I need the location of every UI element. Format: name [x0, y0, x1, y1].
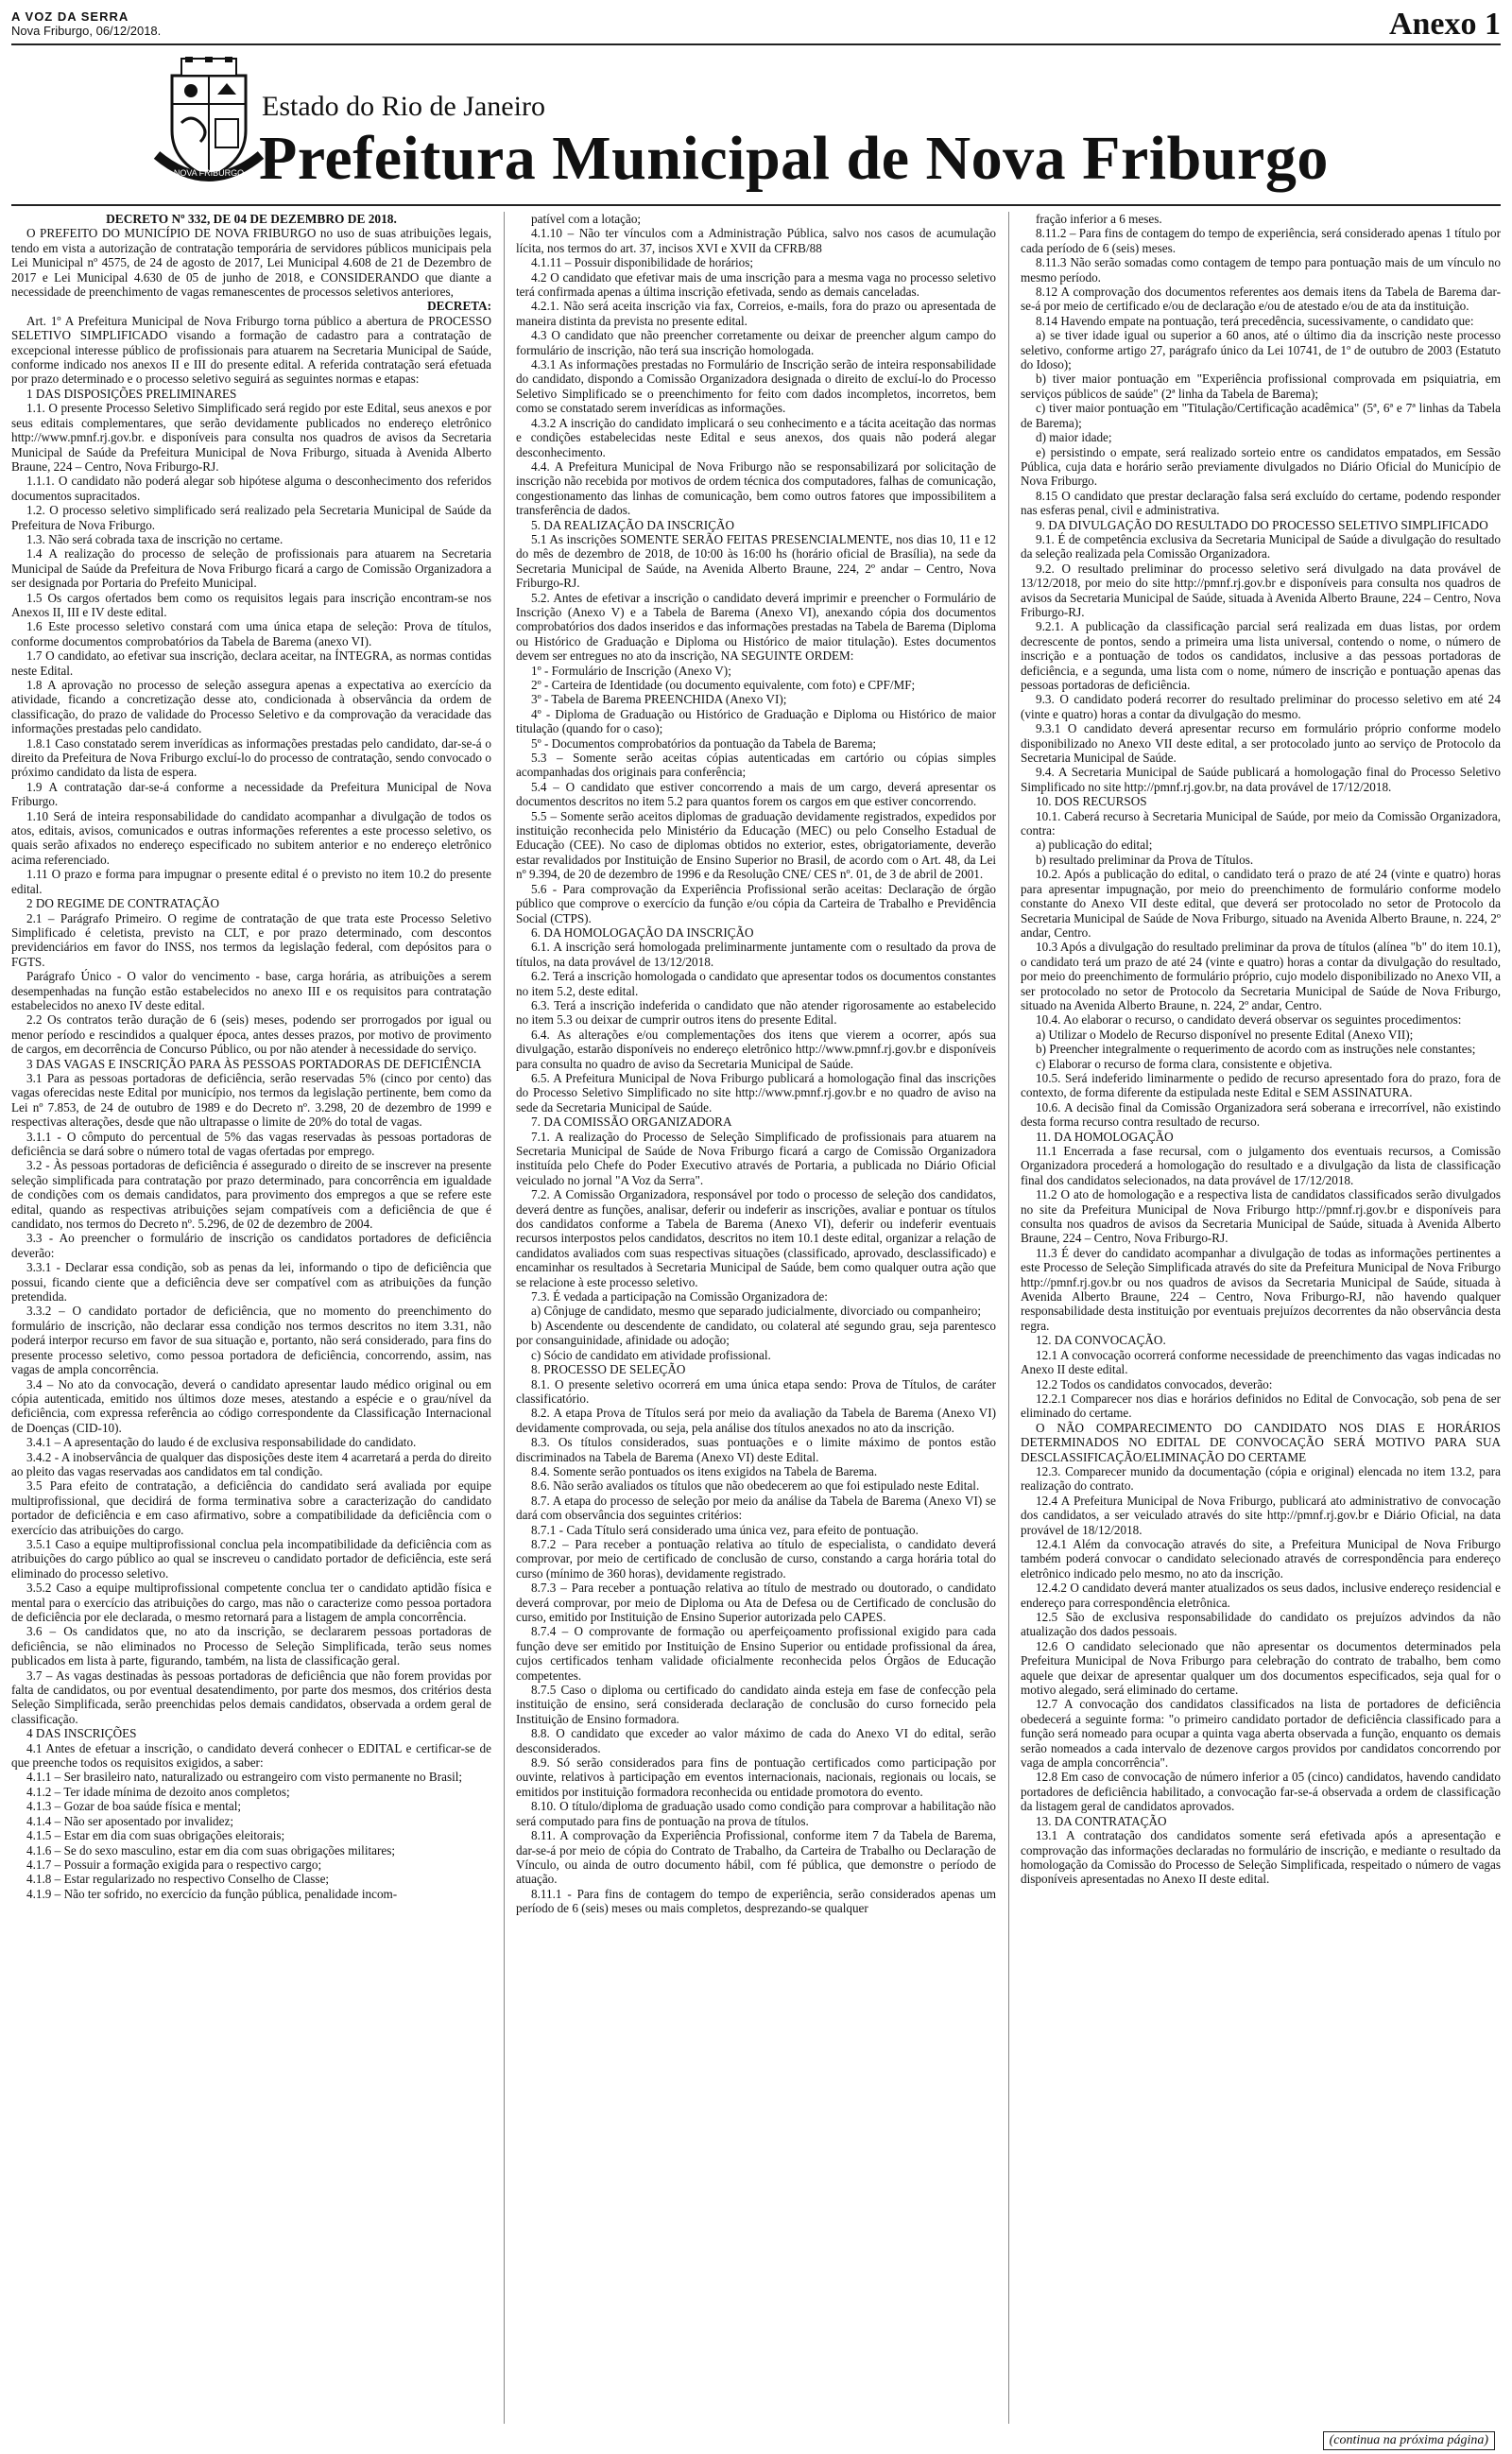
paragraph: 6.3. Terá a inscrição indeferida o candidato que não atender rigorosamente ao estabelecido no item 5.3 ou deixar de cumprir outros itens do presente Edital.: [516, 997, 996, 1028]
paragraph: 12.4.2 O candidato deverá manter atualizados os seus dados, inclusive endereço residencial e endereço para correspondência eletrônica.: [1021, 1581, 1501, 1610]
paragraph: c) Sócio de candidato em atividade profissional.: [531, 1347, 771, 1362]
paragraph: 12.4 A Prefeitura Municipal de Nova Friburgo, publicará ato administrativo de convocação dos candidatos, a ser veiculado através do site http://pmnf.rj.gov.br e Diário Oficial, na data provável de 18/12/2018.: [1021, 1493, 1501, 1537]
paragraph: 1.8 A aprovação no processo de seleção assegura apenas a expectativa ao exercício da atividade, ficando a concretização desse ato, condicionada à observância da ordem de classificação, do prazo de validade do Processo Seletivo e da comprovação da veracidade das informações prestadas pelo candidato.: [11, 678, 491, 736]
publication-info: [11, 9, 161, 38]
paragraph: 11. DA HOMOLOGAÇÃO: [1036, 1129, 1174, 1144]
paragraph: a) Utilizar o Modelo de Recurso disponível no presente Edital (Anexo VII);: [1036, 1027, 1414, 1042]
paragraph: 4.1.11 – Possuir disponibilidade de horários;: [531, 255, 754, 270]
paragraph: 8.2. A etapa Prova de Títulos será por meio da avaliação da Tabela de Barema (Anexo VI) devidamente comprovada, ou seja, pela análise dos títulos anexados no ato da inscrição.: [516, 1406, 996, 1435]
paragraph: 6. DA HOMOLOGAÇÃO DA INSCRIÇÃO: [531, 925, 754, 940]
paragraph: 4º - Diploma de Graduação ou Histórico de Graduação e Diploma ou Histórico de maior titulação (quando for o caso);: [516, 706, 996, 736]
paragraph: 4.2 O candidato que efetivar mais de uma inscrição para a mesma vaga no processo seletivo terá confirmada apenas a última inscrição efetivada, sendo as demais canceladas.: [516, 269, 996, 300]
paragraph: b) tiver maior pontuação em "Experiência profissional comprovada em psiquiatria, em serviços públicos de saúde" (2ª linha da Tabela de Barema);: [1021, 372, 1501, 401]
paragraph: 5.5 – Somente serão aceitos diplomas de graduação devidamente registrados, expedidos por instituição reconhecida pelo Ministério da Educação (MEC) ou pelo Conselho Estadual de Educação (CEE). No caso de diplomas obtidos no exterior, estes, obrigatoriamente, deverão estar revalidados por Instituição de Ensino Superior no Brasil, de acordo com o Art. 48, da Lei nº 9.394, de 20 de dezembro de 1996 e da Resolução CNE/ CES nº. 01, de 3 de abril de 2001.: [516, 808, 996, 882]
paragraph: 1.10 Será de inteira responsabilidade do candidato acompanhar a divulgação de todos os atos, editais, avisos, comunicados e outras informações referentes a este processo seletivo, os quais serão afixados no endereço especificado no subitem anterior e no endereço eletrônico acima referenciado.: [11, 808, 491, 867]
paragraph: 1.1. O presente Processo Seletivo Simplificado será regido por este Edital, seus anexos e por seus editais complementares, que serão devidamente publicados no endereço eletrônico http://www.pmnf.rj.gov.br. e disponíveis para consulta nos quadros de avisos da Secretaria Municipal de Saúde da Prefeitura Municipal de Nova Friburgo, situada à Avenida Alberto Braune, 224 – Centro, Nova Friburgo-RJ.: [11, 401, 491, 474]
paragraph: c) tiver maior pontuação em "Titulação/Certificação acadêmica" (5ª, 6ª e 7ª linhas da Tabela de Barema);: [1021, 401, 1501, 430]
paragraph: 4.3.2 A inscrição do candidato implicará o seu conhecimento e a tácita aceitação das normas e condições estabelecidas neste Edital e seus anexos, dos quais não poderá alegar desconhecimento.: [516, 415, 996, 459]
paragraph: 8.7.2 – Para receber a pontuação relativa ao título de especialista, o candidato deverá comprovar, por meio de certificado de conclusão de curso, constando a carga horária total do curso (mínimo de 360 horas), devidamente registrado.: [516, 1536, 996, 1581]
paragraph: 3º - Tabela de Barema PREENCHIDA (Anexo VI);: [531, 692, 787, 707]
municipality-title: Prefeitura Municipal de Nova Friburgo: [259, 124, 1329, 193]
paragraph: 8.14 Havendo empate na pontuação, terá precedência, sucessivamente, o candidato que:: [1036, 313, 1474, 328]
paragraph: 3.1.1 - O cômputo do percentual de 5% das vagas reservadas às pessoas portadoras de deficiência se dará sobre o número total de vagas ofertadas por emprego.: [11, 1129, 491, 1158]
paragraph: 7.3. É vedada a participação na Comissão Organizadora de:: [531, 1289, 828, 1305]
paragraph: 2.2 Os contratos terão duração de 6 (seis) meses, podendo ser prorrogados por igual ou menor período e rescindidos a qualquer época, antes desses prazos, por motivo de provimento de cargos, em decorrência de Concurso Público, ou por não atender à necessidade do serviço.: [11, 1012, 491, 1057]
paragraph: 4.3 O candidato que não preencher corretamente ou deixar de preencher algum campo do formulário de inscrição, não terá sua inscrição homologada.: [516, 328, 996, 357]
paragraph: 8.8. O candidato que exceder ao valor máximo de cada do Anexo VI do edital, serão desconsiderados.: [516, 1726, 996, 1755]
paragraph: 1.3. Não será cobrada taxa de inscrição no certame.: [26, 531, 284, 546]
paragraph: e) persistindo o empate, será realizado sorteio entre os candidatos empatados, em Sessão Pública, cuja data e horário serão previamente divulgados no Diário Oficial do Município de Nova Friburgo.: [1021, 444, 1501, 489]
paragraph: 11.2 O ato de homologação e a respectiva lista de candidatos classificados serão divulgados no site da Prefeitura Municipal de Nova Friburgo http://pmnf.rj.gov.br e disponíveis para consulta nos quadros de avisos da Secretaria Municipal de Saúde, situada à Avenida Alberto Braune, 224 – Centro, Nova Friburgo-RJ.: [1021, 1187, 1501, 1246]
paragraph: 6.4. As alterações e/ou complementações dos itens que vierem a ocorrer, após sua divulgação, estarão disponíveis no endereço eletrônico http://www.pmnf.rj.gov.br e disponíveis para consulta no quadro de aviso da Secretaria Municipal de Saúde.: [516, 1027, 996, 1071]
paragraph: 4.1.7 – Possuir a formação exigida para o respectivo cargo;: [26, 1857, 322, 1872]
paragraph: 7.1. A realização do Processo de Seleção Simplificado de profissionais para atuarem na Secretaria Municipal de Saúde de Nova Friburgo ficará a cargo de Comissão Organizadora instituída pelo Chefe do Poder Executivo através de Portaria, a publicada no Diário Oficial veiculado no jornal "A Voz da Serra".: [516, 1129, 996, 1187]
paragraph: 1.9 A contratação dar-se-á conforme a necessidade da Prefeitura Municipal de Nova Friburgo.: [11, 779, 491, 809]
paragraph: 3.3.2 – O candidato portador de deficiência, que no momento do preenchimento do formulário de inscrição, não declarar essa condição nos termos descritos no item 3.31, não poderá interpor recurso em favor de sua situação e, portanto, não será considerado, para fins do presente processo seletivo, como pessoa portadora de deficiência, concorrendo, assim, nas vagas de ampla concorrência.: [11, 1304, 491, 1377]
column-2-paragraphs: [516, 212, 996, 1916]
paragraph: 8.4. Somente serão pontuados os itens exigidos na Tabela de Barema.: [531, 1463, 878, 1478]
paragraph: Art. 1º A Prefeitura Municipal de Nova Friburgo torna público a abertura de PROCESSO SELETIVO SIMPLIFICADO visando a formação de cadastro para a contratação de excepcional interesse público de profissionais para atuarem na Secretaria Municipal de Saúde, conforme indicado nos anexos II e III do presente edital. A referida contratação será efetuada por prazo determinado e o processo seletivo seguirá as seguintes normas e etapas:: [11, 313, 491, 387]
paragraph: 8.11.3 Não serão somadas como contagem de tempo para pontuação mais de um vínculo no mesmo período.: [1021, 255, 1501, 285]
paragraph: 8.3. Os títulos considerados, suas pontuações e o limite máximo de pontos estão discriminados na Tabela de Barema (Anexo VI) deste Edital.: [516, 1435, 996, 1464]
text-column-3: [1021, 212, 1501, 2435]
paragraph: 7.2. A Comissão Organizadora, responsável por todo o processo de seleção dos candidatos, deverá dentre as funções, analisar, deferir ou indeferir as inscrições, avaliar e pontuar os títulos dos candidatos conforme a Tabela de Barema (Anexo VI), deferir ou indeferir eventuais recursos interpostos pelos candidatos, descritos no item 10.1 deste edital, organizar a relação de candidatos avaliados com suas respectivas situações (classificado, aprovado, desclassificado) e encaminhar os resultados à Secretaria Municipal de Saúde, bem como qualquer outra ação que se relacione à este processo seletivo.: [516, 1187, 996, 1289]
page-header: [11, 6, 1501, 45]
paragraph: 3.1 Para as pessoas portadoras de deficiência, serão reservadas 5% (cinco por cento) das vagas oferecidas neste Edital por município, nos termos da legislação pertinente, bem como da Lei nº 7.853, de 24 de outubro de 1989 e do Decreto nº. 3.298, 20 de dezembro de 1999 e respectivas alterações, desde que não ultrapasse o limite de 20% do total de vagas.: [11, 1070, 491, 1130]
paragraph: 9.4. A Secretaria Municipal de Saúde publicará a homologação final do Processo Seletivo Simplificado no site http://pmnf.rj.gov.br, na data provável de 17/12/2018.: [1021, 765, 1501, 794]
paragraph: 8.7. A etapa do processo de seleção por meio da análise da Tabela de Barema (Anexo VI) se dará com observância dos seguintes critérios:: [516, 1493, 996, 1523]
paragraph: 8.11.1 - Para fins de contagem do tempo de experiência, serão considerados apenas um período de 6 (seis) meses ou mais completos, desprezando-se qualquer: [516, 1886, 996, 1916]
paragraph: 6.1. A inscrição será homologada preliminarmente juntamente com o resultado da prova de títulos, na data provável de 13/12/2018.: [516, 940, 996, 969]
paragraph: 9.3. O candidato poderá recorrer do resultado preliminar do processo seletivo em até 24 (vinte e quatro) horas a contar da divulgação do mesmo.: [1021, 692, 1501, 721]
paragraph: 1.8.1 Caso constatado serem inverídicas as informações prestadas pelo candidato, dar-se-á o direito da Prefeitura de Nova Friburgo excluí-lo do processo de contratação, sendo convocado o próximo candidato da lista de espera.: [11, 735, 491, 780]
paragraph: 4.1 Antes de efetuar a inscrição, o candidato deverá conhecer o EDITAL e certificar-se de que preenche todos os requisitos exigidos, a saber:: [11, 1740, 491, 1771]
paragraph: 12.8 Em caso de convocação de número inferior a 05 (cinco) candidatos, havendo candidato portadores de deficiência habilitado, a convocação far-se-á observada a ordem de classificação da listagem geral de candidatos aprovados.: [1021, 1770, 1501, 1814]
paragraph: 1º - Formulário de Inscrição (Anexo V);: [531, 663, 731, 678]
paragraph: 8.7.4 – O comprovante de formação ou aperfeiçoamento profissional exigido para cada função deve ser emitido por Instituição de Ensino Superior ou entidade profissional da área, cujos certificados tenham validade oficialmente reconhecida pelos Órgãos de Educação competentes.: [516, 1624, 996, 1683]
paragraph: 11.3 É dever do candidato acompanhar a divulgação de todas as informações pertinentes a este Processo de Seleção Simplificada através do site da Prefeitura Municipal de Nova Friburgo http://pmnf.rj.gov.br ou nos quadros de avisos da Secretaria Municipal de Saúde, situada à Avenida Alberto Braune, 224 – Centro, Nova Friburgo-RJ, não havendo qualquer responsabilidade desta instituição por eventuais prejuízos decorrentes da não observância desta regra.: [1021, 1245, 1501, 1333]
paragraph: 2 DO REGIME DE CONTRATAÇÃO: [26, 896, 220, 911]
paragraph: Parágrafo Único - O valor do vencimento - base, carga horária, as atribuições a serem desempenhadas na função estão estabelecidos no anexo III e os requisitos para contratação estabelecidos no anexo IV deste edital.: [11, 969, 491, 1012]
paragraph: 5. DA REALIZAÇÃO DA INSCRIÇÃO: [531, 517, 735, 532]
paragraph: 10. DOS RECURSOS: [1036, 794, 1147, 809]
paragraph: b) resultado preliminar da Prova de Títulos.: [1036, 852, 1254, 867]
paragraph: 9. DA DIVULGAÇÃO DO RESULTADO DO PROCESSO SELETIVO SIMPLIFICADO: [1036, 517, 1488, 532]
paragraph: 1.2. O processo seletivo simplificado será realizado pela Secretaria Municipal de Saúde da Prefeitura de Nova Friburgo.: [11, 503, 491, 532]
paragraph: fração inferior a 6 meses.: [1036, 212, 1162, 226]
text-column-1: [11, 212, 491, 2435]
paragraph: patível com a lotação;: [531, 212, 642, 226]
paragraph: 8.6. Não serão avaliados os títulos que não obedecerem ao que foi estipulado neste Edital.: [531, 1478, 980, 1494]
paragraph: 8.10. O título/diploma de graduação usado como condição para comprovar a habilitação não será computado para fins de pontuação na prova de títulos.: [516, 1799, 996, 1828]
paragraph: O NÃO COMPARECIMENTO DO CANDIDATO NOS DIAS E HORÁRIOS DETERMINADOS NO EDITAL DE CONVOCAÇÃO SERÁ MOTIVO PARA SUA DESCLASSIFICAÇÃO/ELIMINAÇÃO DO CERTAME: [1021, 1420, 1501, 1464]
paragraph: 8.15 O candidato que prestar declaração falsa será excluído do certame, podendo responder nas esferas penal, civil e administrativa.: [1021, 488, 1501, 518]
paragraph: 8.7.1 - Cada Título será considerado uma única vez, para efeito de pontuação.: [531, 1522, 919, 1537]
paragraph: 3.2 - Às pessoas portadoras de deficiência é assegurado o direito de se inscrever na presente seleção simplificada para contratação por prazo determinado, para concorrência em igualdade de condições com os demais candidatos, para provimento dos empregos a que se refere este edital, quando as respectivas atribuições sejam compatíveis com a deficiência de que é candidato, nos termos do Decreto nº. 5.296, de 02 de dezembro de 2004.: [11, 1158, 491, 1232]
paragraph: 5.2. Antes de efetivar a inscrição o candidato deverá imprimir e preencher o Formulário de Inscrição (Anexo V) e a Tabela de Barema (Anexo VI), anexando cópia dos documentos comprobatórios dos dados inseridos e das informações prestadas na Tabela de Barema (Diploma ou Histórico de Graduação e Diploma ou Histórico de maior titulação). Estes documentos devem ser entregues no ato da inscrição, NA SEGUINTE ORDEM:: [516, 590, 996, 664]
paragraph: 8.12 A comprovação dos documentos referentes aos demais itens da Tabela de Barema dar-se-á por meio de certificado e/ou de declaração e/ou de atestado e/ou de ata da instituição.: [1021, 285, 1501, 314]
paragraph: 12.2.1 Comparecer nos dias e horários definidos no Edital de Convocação, sob pena de ser eliminado do certame.: [1021, 1391, 1501, 1421]
paragraph: 1.6 Este processo seletivo constará com uma única etapa de seleção: Prova de títulos, conforme documentos comprobatórios da Tabela de Barema (anexo VI).: [11, 619, 491, 648]
paragraph: 7. DA COMISSÃO ORGANIZADORA: [531, 1115, 732, 1130]
paragraph: 3.5.2 Caso a equipe multiprofissional competente conclua ter o candidato aptidão física e mental para o exercício das atribuições do cargo, mas não o caracterize como pessoa portadora de deficiência por ele declarada, o mesmo retornará para a listagem de ampla concorrência.: [11, 1581, 491, 1624]
paragraph: 5.6 - Para comprovação da Experiência Profissional serão aceitas: Declaração de órgão público que comprove o exercício da função e/ou cópia da Carteira de Trabalho e Previdência Social (CTPS).: [516, 881, 996, 925]
paragraph: a) Cônjuge de candidato, mesmo que separado judicialmente, divorciado ou companheiro;: [531, 1304, 982, 1319]
paragraph: 10.1. Caberá recurso à Secretaria Municipal de Saúde, por meio da Comissão Organizadora, contra:: [1021, 808, 1501, 838]
paragraph: 11.1 Encerrada a fase recursal, com o julgamento dos eventuais recursos, a Comissão Organizadora procederá a homologação do resultado e a divulgação da lista de classificação final dos candidatos selecionados, na data provável de 17/12/2018.: [1021, 1144, 1501, 1187]
decreta-label: DECRETA:: [427, 299, 491, 314]
paragraph: 13. DA CONTRATAÇÃO: [1036, 1813, 1167, 1828]
paragraph: 1.11 O prazo e forma para impugnar o presente edital é o previsto no item 10.2 do presente edital.: [11, 867, 491, 896]
paragraph: 6.5. A Prefeitura Municipal de Nova Friburgo publicará a homologação final das inscrições do Processo Seletivo Simplificado no site http://www.pmnf.rj.gov.br e no quadro de aviso na sede da Secretaria Municipal de Saúde.: [516, 1070, 996, 1115]
continued-note: (continua na próxima página): [1323, 2431, 1495, 2450]
paragraph: 4.1.2 – Ter idade mínima de dezoito anos completos;: [26, 1784, 290, 1799]
paragraph: 5º - Documentos comprobatórios da pontuação da Tabela de Barema;: [531, 735, 877, 751]
paragraph: 10.2. Após a publicação do edital, o candidato terá o prazo de até 24 (vinte e quatro) horas para apresentar impugnação, por meio do preenchimento de formulário conforme modelo constante do Anexo VII deste edital, que deverá ser protocolado no setor de Protocolo da Secretaria Municipal de Saúde de Nova Friburgo, situado na Avenida Alberto Braune, n. 224, 2º andar, Centro.: [1021, 867, 1501, 940]
paragraph: c) Elaborar o recurso de forma clara, consistente e objetiva.: [1036, 1056, 1332, 1071]
state-name: Estado do Rio de Janeiro: [262, 91, 545, 122]
paragraph: 3.5.1 Caso a equipe multiprofissional conclua pela incompatibilidade da deficiência com as atribuições do cargo público ao qual se inscreveu o candidato portador de deficiência, este será eliminado do processo seletivo.: [11, 1536, 491, 1581]
newspaper-name: A VOZ DA SERRA: [11, 9, 129, 24]
paragraph: 3.3.1 - Declarar essa condição, sob as penas da lei, informando o tipo de deficiência que possui, ficando ciente que a deficiência deve ser compatível com as atribuições da função pretendida.: [11, 1260, 491, 1305]
paragraph: b) Ascendente ou descendente de candidato, ou colateral até segundo grau, seja parentesco por consanguinidade, afinidade ou adoção;: [516, 1318, 996, 1348]
paragraph: 8.7.3 – Para receber a pontuação relativa ao título de mestrado ou doutorado, o candidato deverá comprovar, por meio de Diploma ou Ata de Defesa ou de Certificado de conclusão do curso, emitido por Instituição de Ensino Superior autorizada pelo CAPES.: [516, 1581, 996, 1624]
paragraph: 12.4.1 Além da convocação através do site, a Prefeitura Municipal de Nova Friburgo também poderá convocar o candidato selecionado através de correspondência para endereço eletrônico indicado pelo mesmo, no ato da inscrição.: [1021, 1536, 1501, 1581]
paragraph: 3.3 - Ao preencher o formulário de inscrição os candidatos portadores de deficiência deverão:: [11, 1231, 491, 1260]
paragraph: 9.3.1 O candidato deverá apresentar recurso em formulário próprio conforme modelo disponibilizado no Anexo VII deste edital, a ser protocolado junto ao serviço de Protocolo da Secretaria Municipal de Saúde.: [1021, 721, 1501, 766]
paragraph: 4.1.5 – Estar em dia com suas obrigações eleitorais;: [26, 1828, 285, 1843]
paragraph: 10.3 Após a divulgação do resultado preliminar da prova de títulos (alínea "b" do item 10.1), o candidato terá um prazo de até 24 (vinte e quatro) horas a contar da divulgação do resultado, por meio do preenchimento de formulário próprio, cujo modelo disponibilizado no Anexo VII, a ser protocolado no setor de Protocolo da Secretaria Municipal de Saúde de Nova Friburgo, situado na Avenida Alberto Braune, n. 224, 2º andar, Centro.: [1021, 940, 1501, 1012]
paragraph: 2º - Carteira de Identidade (ou documento equivalente, com foto) e CPF/MF;: [531, 678, 916, 692]
paragraph: 4.1.9 – Não ter sofrido, no exercício da função pública, penalidade incom-: [26, 1886, 398, 1901]
paragraph: 4.1.1 – Ser brasileiro nato, naturalizado ou estrangeiro com visto permanente no Brasil;: [26, 1770, 463, 1785]
text-column-2: [516, 212, 996, 2435]
paragraph: 4.1.8 – Estar regularizado no respectivo Conselho de Classe;: [26, 1872, 330, 1887]
paragraph: 4.2.1. Não será aceita inscrição via fax, Correios, e-mails, fora do prazo ou apresentada de maneira distinta da prevista no presente edital.: [516, 299, 996, 328]
paragraph: 3.4.2 - A inobservância de qualquer das disposições deste item 4 acarretará a perda do direito ao pleito das vagas reservadas aos candidatos em tal condição.: [11, 1449, 491, 1478]
paragraph: 2.1 – Parágrafo Primeiro. O regime de contratação de que trata este Processo Seletivo Simplificado é celetista, previsto na CLT, e por prazo determinado, com descontos previdenciários em favor do INSS, nos termos da legislação federal, com depósitos para o FGTS.: [11, 910, 491, 969]
city-crest-icon: [153, 57, 265, 189]
paragraph: 12.3. Comparecer munido da documentação (cópia e original) elencada no item 13.2, para realização do contrato.: [1021, 1463, 1501, 1494]
masthead: [11, 45, 1501, 206]
paragraph: 12. DA CONVOCAÇÃO.: [1036, 1333, 1166, 1348]
paragraph: 4.3.1 As informações prestadas no Formulário de Inscrição serão de inteira responsabilidade do candidato, dispondo a Comissão Organizadora designada o direito de excluí-lo do Processo Seletivo Simplificado se o preenchimento for feito com dados incompletos, incorretos, bem como se constatado serem inverídicas as informações.: [516, 357, 996, 416]
paragraph: 12.5 São de exclusiva responsabilidade do candidato os prejuízos advindos da não atualização dos dados pessoais.: [1021, 1610, 1501, 1639]
paragraph: 8. PROCESSO DE SELEÇÃO: [531, 1362, 686, 1377]
paragraph: 8.11.2 – Para fins de contagem do tempo de experiência, será considerado apenas 1 título por cada período de 6 (seis) meses.: [1021, 226, 1501, 255]
paragraph: O PREFEITO DO MUNICÍPIO DE NOVA FRIBURGO no uso de suas atribuições legais, tendo em vista a autorização de contratação temporária de servidores públicos municipais pela Lei Municipal nº 4575, de 24 de agosto de 2017, Lei Municipal 4.608 de 21 de Dezembro de 2017 e Lei Municipal 4.630 de 05 de junho de 2018, e CONSIDERANDO que diante a necessidade de preenchimento de vagas remanescentes de processos seletivos anteriores,: [11, 226, 491, 300]
paragraph: 3.4 – No ato da convocação, deverá o candidato apresentar laudo médico original ou em cópia autenticada, emitido nos últimos doze meses, atestando a espécie e o grau/nível da deficiência, com expressa referência ao código correspondente da Classificação Internacional de Doenças (CID-10).: [11, 1376, 491, 1435]
paragraph: 10.4. Ao elaborar o recurso, o candidato deverá observar os seguintes procedimentos:: [1036, 1012, 1462, 1028]
paragraph: 4.1.6 – Se do sexo masculino, estar em dia com suas obrigações militares;: [26, 1842, 396, 1858]
paragraph: 12.7 A convocação dos candidatos classificados na lista de portadores de deficiência obedecerá a seguinte forma: "o primeiro candidato portador de deficiência classificado para a função será nomeado para ocupar a quinta vaga aberta observada a função, enquanto os demais serão nomeados a cada intervalo de dezenove cargos providos por candidatos concorrendo por vaga de ampla concorrência".: [1021, 1697, 1501, 1771]
paragraph: 1.1.1. O candidato não poderá alegar sob hipótese alguma o desconhecimento dos referidos documentos supracitados.: [11, 474, 491, 503]
paragraph: 8.1. O presente seletivo ocorrerá em uma única etapa sendo: Prova de Títulos, de caráter classificatório.: [516, 1376, 996, 1406]
paragraph: 4.4. A Prefeitura Municipal de Nova Friburgo não se responsabilizará por solicitação de inscrição não recebida por motivos de ordem técnica dos computadores, falhas de comunicação, congestionamento das linhas de comunicação, bem como outros fatores que impossibilitem a transferência de dados.: [516, 458, 996, 518]
paragraph: 3.7 – As vagas destinadas às pessoas portadoras de deficiência que não forem providas por falta de candidatos, ou por eventual desatendimento, por parte dos mesmos, dos critérios desta Seleção Simplificada, serão preenchidas pelos demais candidatos, observada a ordem geral de classificação.: [11, 1668, 491, 1726]
paragraph: 10.5. Será indeferido liminarmente o pedido de recurso apresentado fora do prazo, fora de contexto, de forma diferente da estipulada neste Edital e SEM ASSINATURA.: [1021, 1070, 1501, 1100]
paragraph: 1 DAS DISPOSIÇÕES PRELIMINARES: [26, 386, 237, 401]
crest-lettering: NOVA FRIBURGO: [173, 168, 245, 178]
publication-date: Nova Friburgo, 06/12/2018.: [11, 24, 162, 38]
annex-label: Anexo 1: [1388, 7, 1501, 42]
paragraph: 6.2. Terá a inscrição homologada o candidato que apresentar todos os documentos constantes no item 5.2, deste edital.: [516, 969, 996, 998]
paragraph: a) se tiver idade igual ou superior a 60 anos, até o último dia da inscrição neste processo seletivo, conforme artigo 27, parágrafo único da Lei 10741, de 1º de outubro de 2003 (Estatuto do Idoso);: [1021, 328, 1501, 372]
paragraph: 9.2. O resultado preliminar do processo seletivo será divulgado na data provável de 13/12/2018, por meio do site http://pmnf.rj.gov.br e disponíveis para consulta nos quadros de avisos da Secretaria Municipal de Saúde, situada à Avenida Alberto Braune, 224 – Centro, Nova Friburgo-RJ.: [1021, 561, 1501, 619]
paragraph: 8.7.5 Caso o diploma ou certificado do candidato ainda esteja em fase de confecção pela instituição de ensino, será considerada declaração de conclusão do curso fornecido pela Instituição de Ensino formadora.: [516, 1683, 996, 1726]
paragraph: 4.1.3 – Gozar de boa saúde física e mental;: [26, 1799, 242, 1814]
paragraph: 1.7 O candidato, ao efetivar sua inscrição, declara aceitar, na ÍNTEGRA, as normas contidas neste Edital.: [11, 648, 491, 678]
decree-body: [11, 212, 1501, 2435]
paragraph: 4.1.4 – Não ser aposentado por invalidez;: [26, 1813, 233, 1828]
paragraph: 8.11. A comprovação da Experiência Profissional, conforme item 7 da Tabela de Barema, dar-se-á por meio de cópia do Contrato de Trabalho, da Carteira de Trabalho ou Declaração de Vínculo, ou ainda de outro documento hábil, com fé pública, que demonstre o período de atuação.: [516, 1828, 996, 1887]
column-1-paragraphs: [11, 226, 491, 1901]
paragraph: d) maior idade;: [1036, 430, 1112, 445]
paragraph: 3.4.1 – A apresentação do laudo é de exclusiva responsabilidade do candidato.: [26, 1435, 417, 1450]
paragraph: 8.9. Só serão considerados para fins de pontuação certificados como participação por ouvinte, relativos à participação em eventos internacionais, nacionais, regionais ou locais, se emitidos por instituição formadora reconhecida ou entidade promotora do evento.: [516, 1755, 996, 1799]
paragraph: b) Preencher integralmente o requerimento de acordo com as instruções nele constantes;: [1036, 1042, 1476, 1057]
paragraph: 9.2.1. A publicação da classificação parcial será realizada em duas listas, por ordem decrescente de pontos, sendo a primeira uma lista universal, contendo o nome, o número de inscrição e a pontuação de todos os candidatos, inclusive a das pessoas portadoras de deficiência, e a segunda, uma lista com o nome, número de inscrição e pontuação apenas das pessoas portadoras de deficiência.: [1021, 619, 1501, 692]
column-3-paragraphs: [1021, 212, 1501, 1887]
paragraph: 5.3 – Somente serão aceitas cópias autenticadas em cartório ou cópias simples acompanhadas dos originais para conferência;: [516, 751, 996, 780]
paragraph: 3.6 – Os candidatos que, no ato da inscrição, se declararem pessoas portadoras de deficiência, se não eliminados no Processo de Seleção Simplificada, terão seus nomes publicados em lista à parte, figurando, também, na lista de classificação geral.: [11, 1624, 491, 1668]
paragraph: 12.6 O candidato selecionado que não apresentar os documentos determinados pela Prefeitura Municipal de Nova Friburgo para celebração do contrato de trabalho, bem como aquele que deixar de apresentar qualquer um dos documentos especificados, seja qual for o motivo alegado, será eliminado do certame.: [1021, 1638, 1501, 1698]
paragraph: a) publicação do edital;: [1036, 838, 1153, 853]
paragraph: 5.4 – O candidato que estiver concorrendo a mais de um cargo, deverá apresentar os documentos descritos no item 5.2 para quantos forem os cargos em que estiver concorrendo.: [516, 779, 996, 809]
paragraph: 3 DAS VAGAS E INSCRIÇÃO PARA ÀS PESSOAS PORTADORAS DE DEFICIÊNCIA: [26, 1056, 482, 1071]
paragraph: 9.1. É de competência exclusiva da Secretaria Municipal de Saúde a divulgação do resultado da seleção realizada pela Comissão Organizadora.: [1021, 531, 1501, 562]
paragraph: 3.5 Para efeito de contratação, a deficiência do candidato será avaliada por equipe multiprofissional, que decidirá de forma terminativa sobre a caracterização do candidato portador de deficiência e em caso afirmativo, sobre a compatibilidade da deficiência com o exercício das atribuições do cargo.: [11, 1478, 491, 1537]
paragraph: 5.1 As inscrições SOMENTE SERÃO FEITAS PRESENCIALMENTE, nos dias 10, 11 e 12 do mês de dezembro de 2018, de 10:00 às 16:00 hs (horário oficial de Brasília), na sede da Secretaria Municipal de Saúde, na Avenida Alberto Braune, 224, 2º andar – Centro, Nova Friburgo-RJ.: [516, 531, 996, 591]
paragraph: 4 DAS INSCRIÇÕES: [26, 1726, 137, 1741]
paragraph: 1.5 Os cargos ofertados bem como os requisitos legais para inscrição encontram-se nos Anexos II, III e IV deste edital.: [11, 590, 491, 619]
paragraph: 12.2 Todos os candidatos convocados, deverão:: [1036, 1376, 1273, 1391]
paragraph: 1.4 A realização do processo de seleção de profissionais para atuarem na Secretaria Municipal de Saúde da Prefeitura de Nova Friburgo ficará a cargo de Comissão Organizadora a ser designada por Portaria do Prefeito Municipal.: [11, 546, 491, 591]
decree-title: DECRETO Nº 332, DE 04 DE DEZEMBRO DE 2018.: [106, 212, 397, 226]
paragraph: 12.1 A convocação ocorrerá conforme necessidade de preenchimento das vagas indicadas no Anexo II deste edital.: [1021, 1347, 1501, 1377]
paragraph: 4.1.10 – Não ter vínculos com a Administração Pública, salvo nos casos de acumulação lícita, nos termos do art. 37, incisos XVI e XVII da CFRB/88: [516, 226, 996, 255]
paragraph: 13.1 A contratação dos candidatos somente será efetivada após a apresentação e comprovação das informações declaradas no formulário de inscrição, e mediante o resultado da homologação da Comissão do Processo de Seleção Simplificada, respeitado o número de vagas disponíveis apresentadas no Anexo II deste edital.: [1021, 1828, 1501, 1887]
paragraph: 10.6. A decisão final da Comissão Organizadora será soberana e irrecorrível, não existindo desta forma recurso contra resultado de recurso.: [1021, 1099, 1501, 1130]
